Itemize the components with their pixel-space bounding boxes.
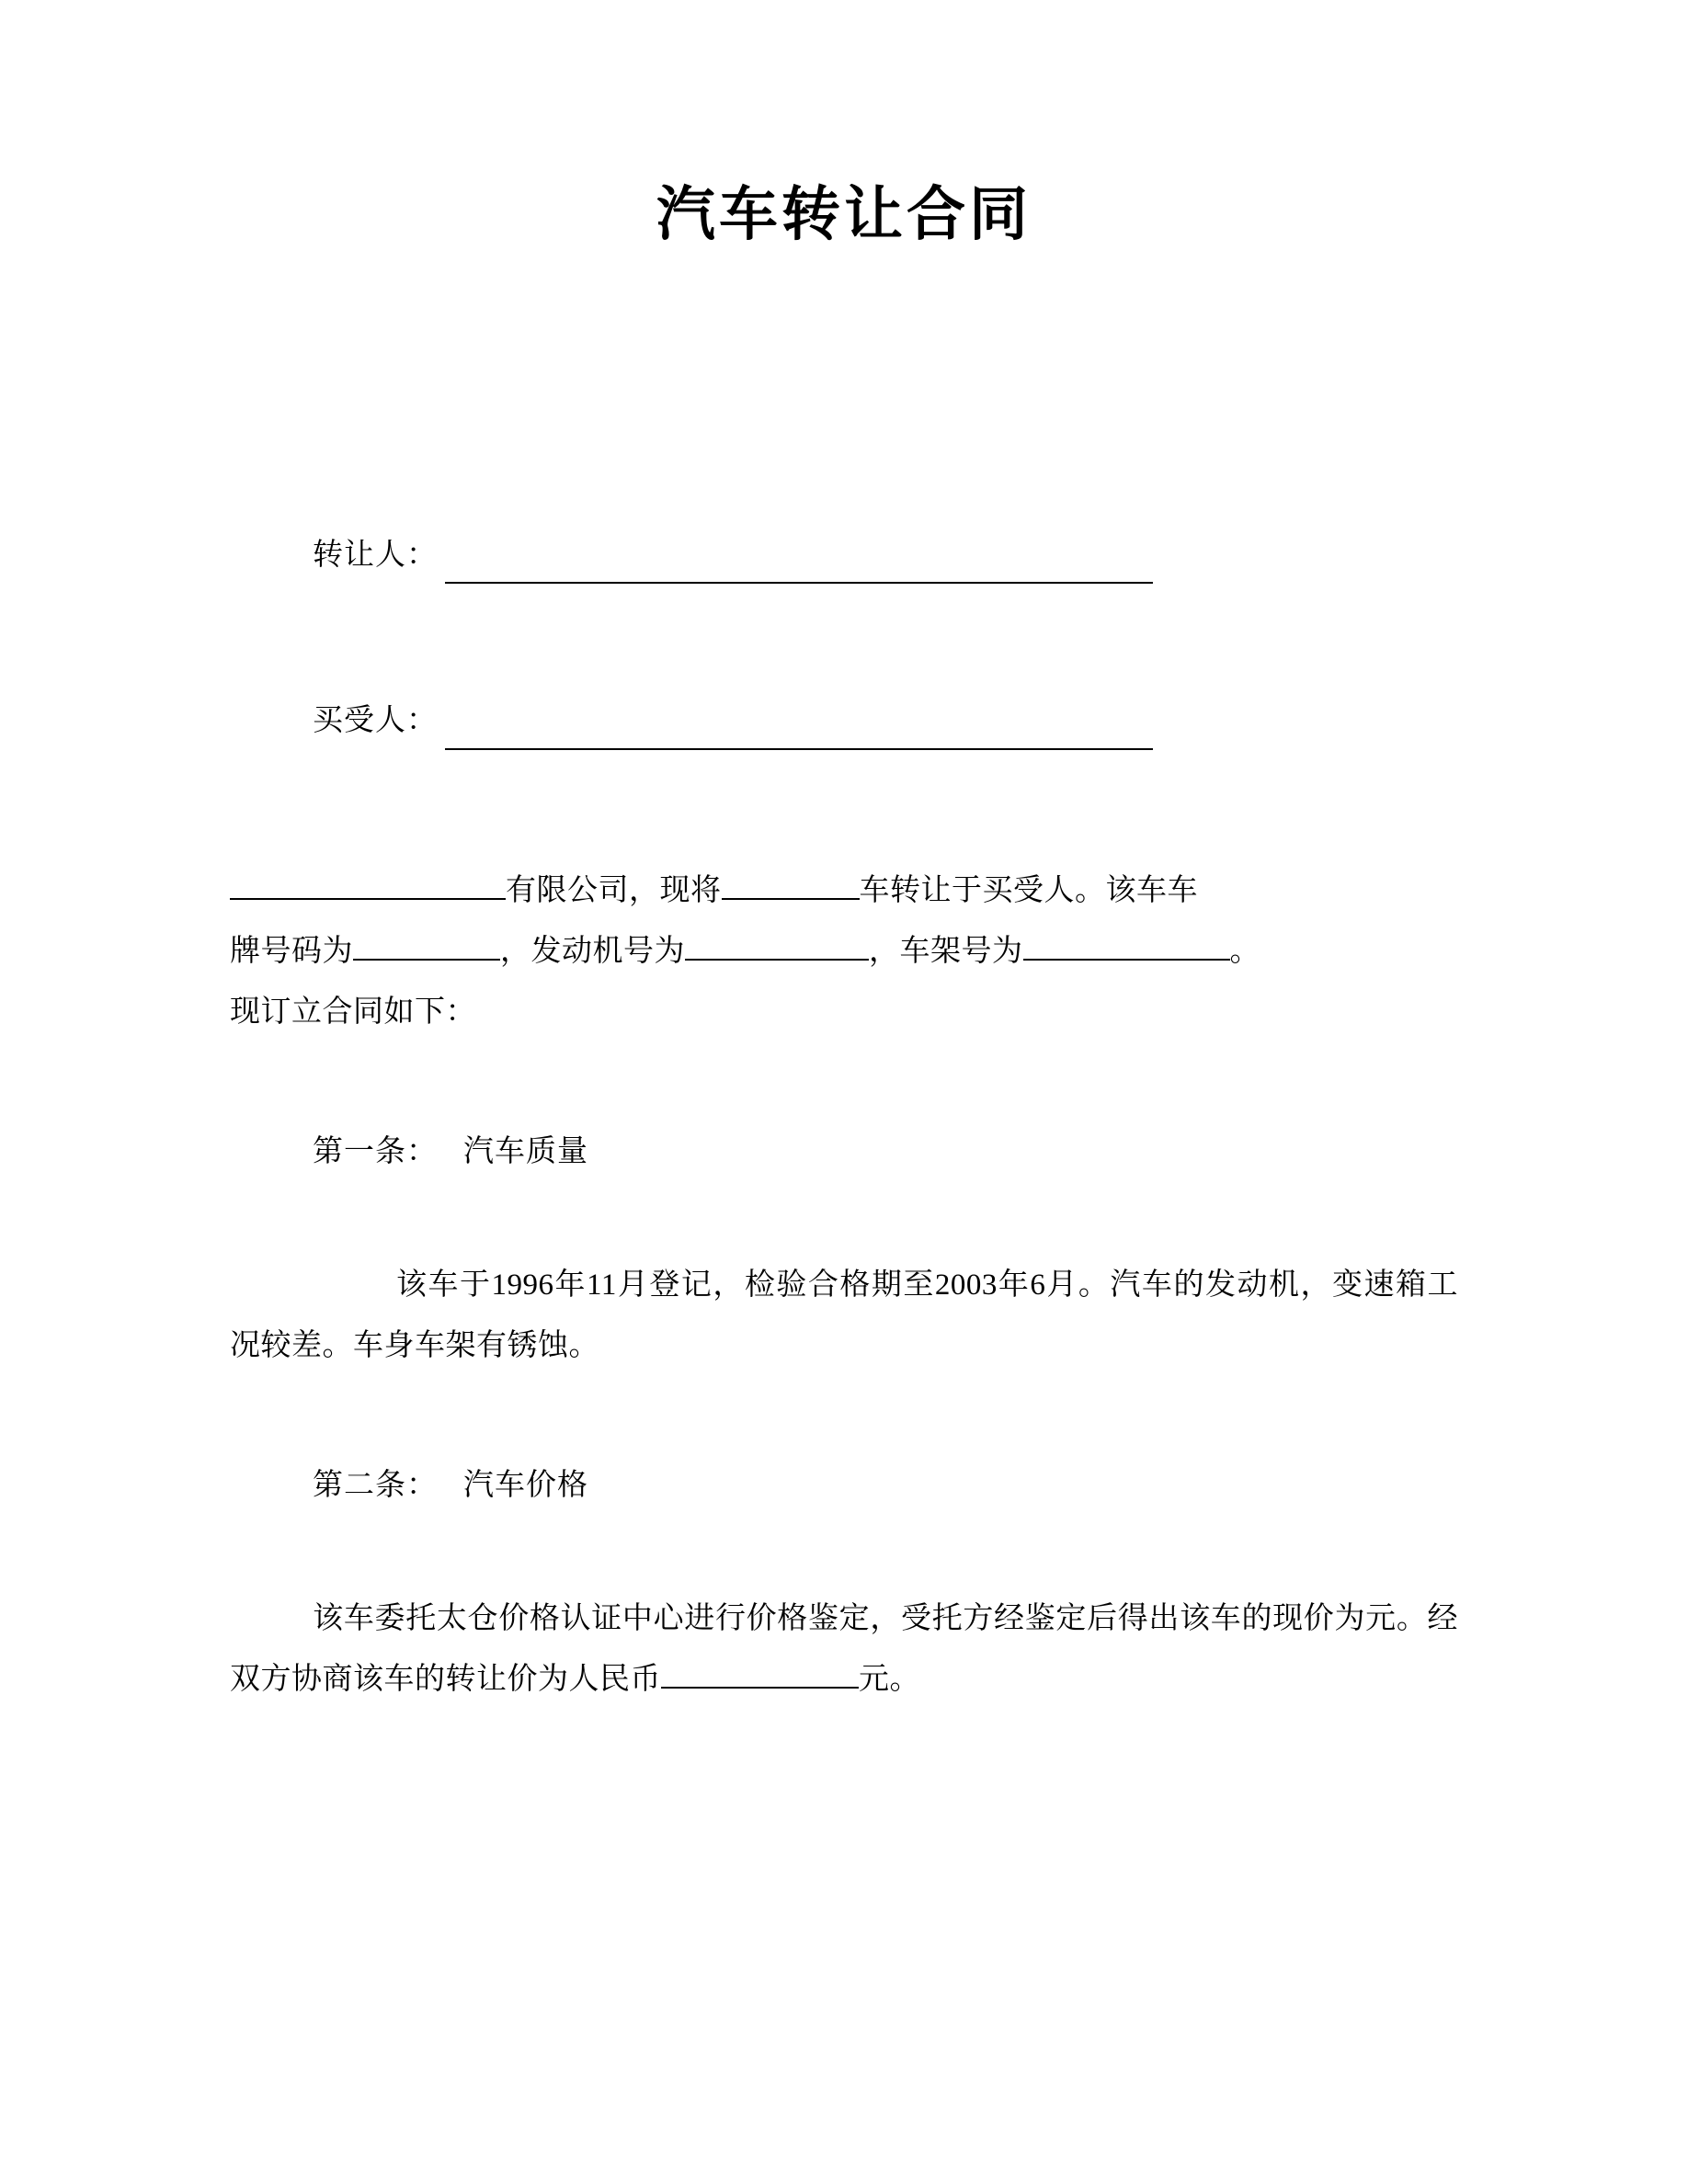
clause-2-body (230, 1588, 1458, 1710)
preamble-line2-b: ，发动机号为 (500, 935, 685, 969)
preamble-seg2: 现将 (659, 874, 722, 908)
clause-2-text-c: 元。 (859, 1663, 920, 1697)
preamble-line2-a: 牌号码为 (230, 935, 353, 969)
transferor-input[interactable] (445, 554, 1153, 584)
clause-1-number: 第一条： (313, 1135, 438, 1169)
clause-2-text-b: 元。经双方协商该车的转让价为人民币 (230, 1602, 1459, 1697)
company-name-input[interactable] (230, 872, 506, 900)
clause-2-name: 汽车价格 (463, 1469, 588, 1503)
spacer-2 (230, 1042, 1458, 1127)
preamble-line2-d: 。 (1229, 935, 1260, 969)
preamble-paragraph (230, 860, 1458, 1042)
engine-number-input[interactable] (685, 933, 869, 961)
spacer-4 (230, 1376, 1458, 1461)
vin-number-input[interactable] (1023, 933, 1230, 961)
spacer-5 (230, 1504, 1458, 1588)
spacer-3 (230, 1170, 1458, 1255)
clause-1-text: 该车于1996年11月登记，检验合格期至2003年6月。汽车的发动机，变速箱工况较差。车身车架有锈蚀。 (230, 1268, 1458, 1363)
transfer-price-input[interactable] (661, 1661, 859, 1689)
clause-1-name: 汽车质量 (463, 1135, 588, 1169)
preamble-line3: 现订立合同如下： (230, 995, 476, 1029)
clause-1-body (230, 1255, 1458, 1376)
page-title: 汽车转让合同 (656, 181, 1032, 249)
preamble-seg3: 车转让于买受人。该车车 (859, 874, 1198, 908)
clause-2-number: 第二条： (313, 1469, 438, 1503)
transferor-label: 转让人： (313, 538, 438, 572)
clause-1-title (313, 1127, 1458, 1170)
transferor-row (313, 527, 1458, 585)
spacer-1 (230, 750, 1458, 860)
document-body (0, 527, 1688, 1710)
buyer-row (313, 692, 1458, 750)
plate-number-input[interactable] (353, 933, 500, 961)
car-model-input[interactable] (722, 872, 860, 900)
preamble-line2-c: ，车架号为 (869, 935, 1023, 969)
buyer-label: 买受人： (313, 704, 438, 738)
preamble-seg1: 有限公司， (506, 874, 660, 908)
parties-section (230, 527, 1458, 750)
buyer-input[interactable] (445, 721, 1153, 750)
clause-2-title (313, 1461, 1458, 1504)
clause-2-text-a: 该车委托太仓价格认证中心进行价格鉴定，受托方经鉴定后得出该车的现价为 (313, 1602, 1366, 1636)
